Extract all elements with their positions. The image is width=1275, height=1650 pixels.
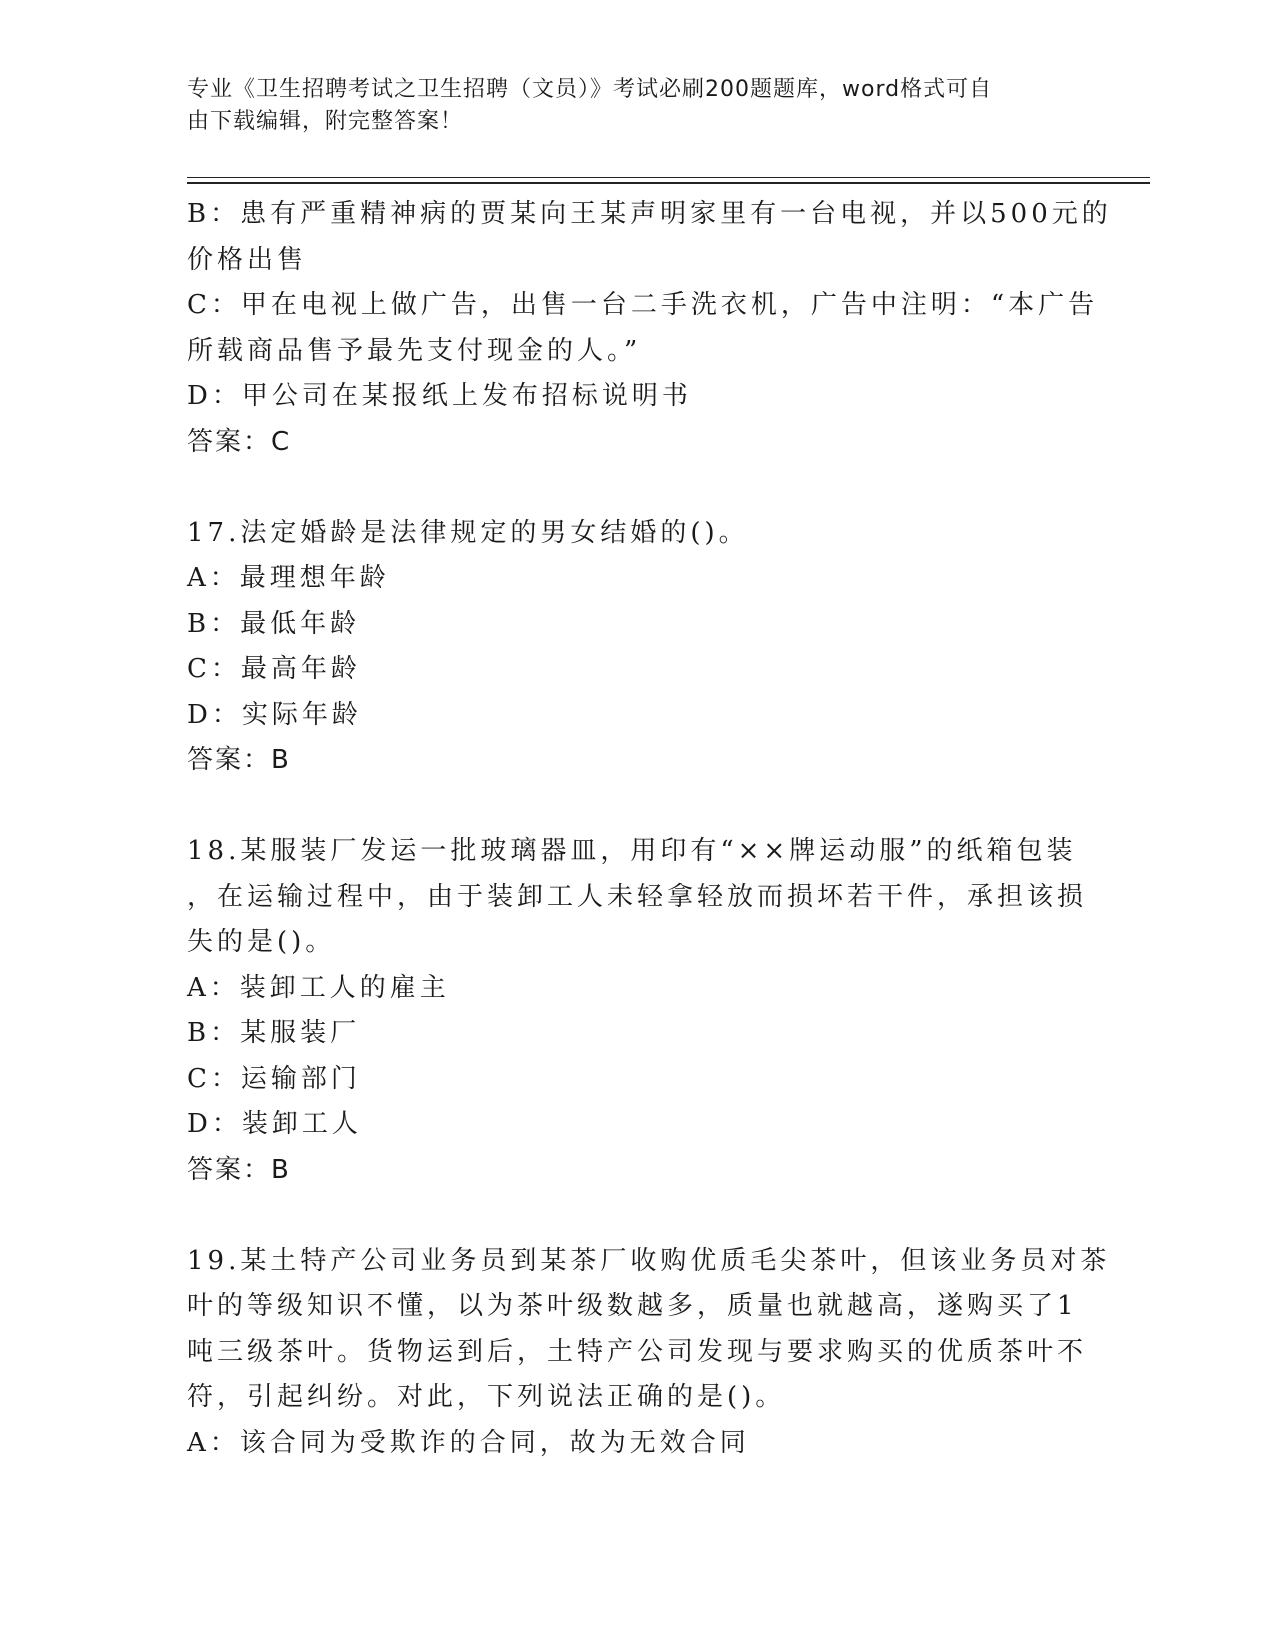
question-17 [187,511,1067,784]
header-line-2: 由下载编辑，附完整答案！ [187,109,464,134]
option-b-line-2: 价格出售 [187,244,308,275]
answer: 答案：B [187,745,291,775]
question-16-partial [187,192,1112,465]
header-divider-thin [187,177,1150,178]
option-b: B：最低年龄 [187,608,361,639]
answer: 答案：C [187,426,292,457]
question-19 [187,1239,1111,1467]
spacer [187,1193,1067,1239]
answer: 答案：B [187,1154,291,1185]
option-c: C：最高年龄 [187,654,361,684]
question-stem-line-2: ，在运输过程中，由于装卸工人未轻拿轻放而损坏若干件，承担该损 [187,881,1088,912]
question-stem-line-1: 18.某服装厂发运一批玻璃器皿，用印有“××牌运动服”的纸箱包装 [187,836,1077,866]
option-c-line-2: 所载商品售予最先支付现金的人。” [187,335,642,366]
option-d: D：装卸工人 [187,1109,362,1139]
header-divider-thick [187,182,1150,184]
question-stem-line-2: 叶的等级知识不懂，以为茶叶级数越多，质量也就越高，遂购买了1 [187,1291,1078,1321]
question-stem-line-4: 符，引起纠纷。对此，下列说法正确的是()。 [187,1382,786,1412]
spacer [187,784,1067,830]
question-content [187,192,1112,1466]
question-18 [187,829,1088,1193]
option-d: D：甲公司在某报纸上发布招标说明书 [187,381,692,411]
option-a: A：装卸工人的雇主 [187,972,450,1003]
option-b-line-1: B：患有严重精神病的贾某向王某声明家里有一台电视，并以500元的 [187,199,1112,229]
option-d: D：实际年龄 [187,699,362,730]
question-stem-line-3: 失的是()。 [187,927,336,957]
option-a: A：该合同为受欺诈的合同，故为无效合同 [187,1427,750,1458]
question-stem-line-1: 19.某土特产公司业务员到某茶厂收购优质毛尖茶叶，但该业务员对茶 [187,1245,1111,1276]
question-stem-line-3: 吨三级茶叶。货物运到后，土特产公司发现与要求购买的优质茶叶不 [187,1336,1088,1367]
header-line-1: 专业《卫生招聘考试之卫生招聘（文员）》考试必刷200题题库，word格式可自 [187,77,993,102]
option-c: C：运输部门 [187,1063,361,1094]
question-stem: 17.法定婚龄是法律规定的男女结婚的()。 [187,517,749,548]
option-a: A：最理想年龄 [187,563,390,593]
spacer [187,465,1067,511]
option-b: B：某服装厂 [187,1018,361,1048]
document-header [187,74,1067,138]
option-c-line-1: C：甲在电视上做广告，出售一台二手洗衣机，广告中注明：“本广告 [187,290,1099,320]
